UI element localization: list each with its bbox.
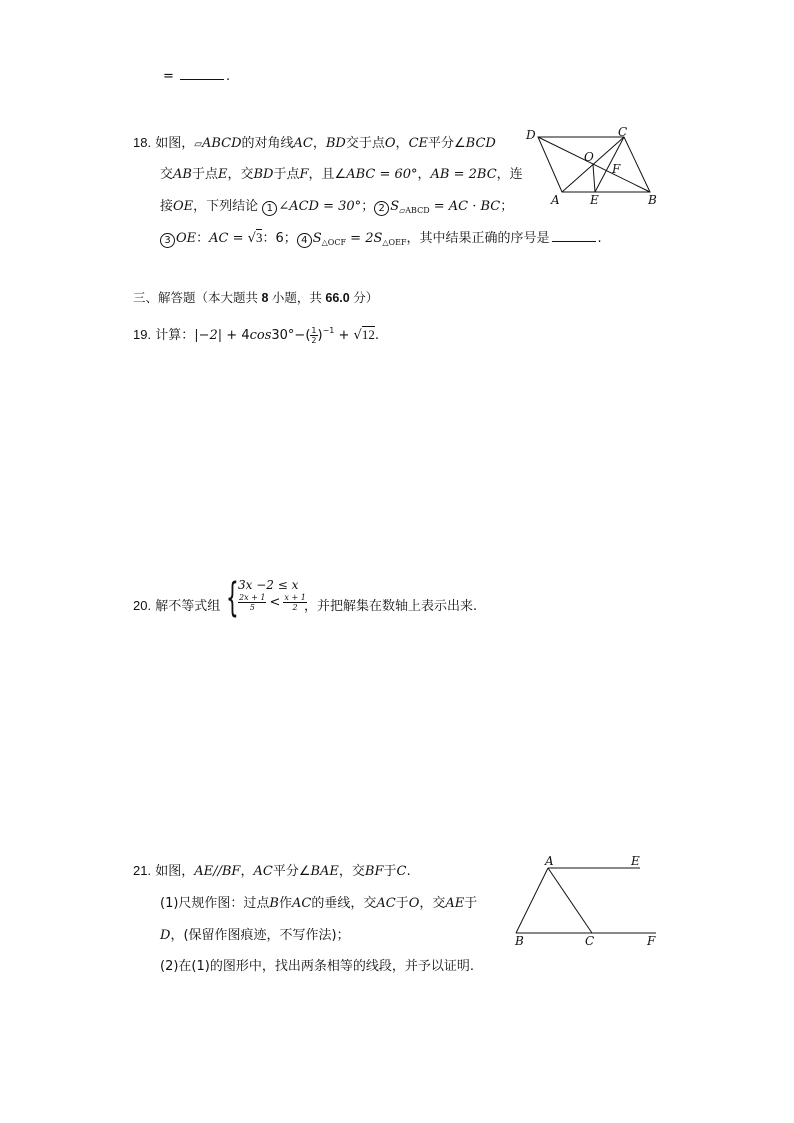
q21-ac: AC [376,896,396,911]
section-3-count: 8 [261,291,269,305]
q19-cos: cos [249,328,272,343]
q18-abcd: ABCD [201,136,242,151]
q18-line-3 [160,195,513,216]
q21-text: ， [240,864,254,879]
q20-frac2-denominator: 2 [292,603,298,612]
q19-abs: |−2| [194,328,223,343]
label-e: E [590,193,599,207]
q19-sqrt-radicand: 12 [361,327,375,342]
q18-text: ， [417,167,431,182]
q18-line-1 [133,132,496,151]
segment-ac [548,868,592,933]
q18-text: ，其中结果正确的序号是 [406,231,550,246]
q21-d: D [160,928,171,943]
segment-oe [593,165,595,193]
q18-s: S [390,199,400,214]
q18-text: 平分∠ [428,136,466,151]
section-3-heading [133,288,378,306]
sqrt-sign: √ [353,328,362,343]
circled-number-1: 1 [262,201,277,216]
label-c: C [585,934,595,948]
q20-inequality-1: 3x −2 ≤ x [238,578,299,592]
q18-ac: AC [293,136,313,151]
q19-line [133,324,379,345]
q18-o: O [384,136,396,151]
label-f: F [612,162,621,176]
label-f: F [647,934,656,948]
q21-text: 于 [395,896,409,911]
sqrt-sign: √ [247,231,256,246]
q18-text: ，且∠ [308,167,347,182]
q19-deg: 30°−( [271,328,311,343]
q21-text: 平分∠ [272,864,311,879]
q21-text: (1)尺规作图：过点 [160,896,270,911]
q19-plus: + 4 [222,328,250,343]
circled-number-3: 3 [160,233,175,248]
circled-number-2: 2 [374,201,389,216]
q18-number: 18. [133,135,152,150]
q18-angle-acd: ∠ACD = 30° [278,199,362,214]
q21-c: C [396,864,407,879]
q18-text: ， [312,136,326,151]
q18-s-eq: = 2S [346,231,383,246]
q18-ab-2bc: AB = 2BC [430,167,497,182]
q21-ae: AE [445,896,465,911]
q18-text: 如图， [155,136,195,151]
q19-label: 计算： [155,328,195,343]
q18-ab: AB [173,167,192,182]
q20-fraction-1 [238,593,266,612]
q18-text: ， [395,136,409,151]
q18-text: ：6； [262,231,297,246]
q19-exponent: −1 [322,326,335,335]
q19-fraction [310,326,317,345]
q21-o: O [408,896,420,911]
q20-inequality-2 [238,593,307,612]
q18-s: S [312,231,322,246]
q20-system [238,578,307,612]
section-3-suffix: 分） [349,291,379,305]
q18-parallelogram-figure [520,122,670,212]
q17-period: . [226,69,231,84]
q18-text: ： [196,231,210,246]
q17-equals: = [163,69,174,84]
q21-part-1-line-2 [160,924,350,943]
q21-bf: BF [364,864,384,879]
q21-text: 如图， [155,864,195,879]
label-e: E [631,854,640,868]
q21-part-1-line-1 [160,892,477,911]
q18-text: 交 [160,167,174,182]
q18-text: 的对角线 [241,136,294,151]
q18-line-4 [160,227,602,248]
q21-number: 21. [133,863,152,878]
q18-s-oef-subscript: △OEF [382,238,407,247]
parallelogram-symbol: ▱ [194,139,202,150]
q18-text: ； [361,199,375,214]
q21-period: . [406,864,411,879]
q18-s-eq: = AC · BC [429,199,501,214]
q18-angle-abc: ABC = 60° [346,167,418,182]
q20-brace: { [226,575,239,621]
q20-frac1-denominator: 5 [249,603,255,612]
q21-text: ，(保留作图痕迹，不写作法)； [170,928,350,943]
q21-figure [508,852,668,952]
q18-e: E [217,167,228,182]
q21-text: ，交 [338,864,365,879]
section-3-mid: 小题，共 [268,291,326,305]
q21-text: 于 [464,896,478,911]
q19-period: . [374,328,379,343]
q18-answer-blank[interactable] [552,230,596,242]
q18-text: 接 [160,199,174,214]
q20-label: 解不等式组 [155,599,221,614]
q18-ac-eq: AC = [209,231,248,246]
q17-answer-blank[interactable] [180,68,224,80]
q18-bd: BD [325,136,346,151]
label-c: C [618,125,628,139]
q18-ce: CE [408,136,428,151]
q20-frac2-numerator: x + 1 [284,593,306,602]
q21-ac: AC [292,896,312,911]
q18-period: . [597,231,602,246]
q19-close-paren: ) [317,328,323,343]
q20-line [133,595,220,614]
circled-number-4: 4 [297,233,312,248]
q18-f: F [299,167,309,182]
label-d: D [526,128,536,142]
q21-bae: BAE [310,864,339,879]
q18-s-ocf-subscript: △OCF [321,238,347,247]
label-b: B [515,934,524,948]
label-a: A [545,854,554,868]
q20-frac1-numerator: 2x + 1 [239,593,266,602]
q21-ae-parallel-bf: AE//BF [194,864,241,879]
label-o: O [584,150,594,164]
q18-text: ，连 [496,167,523,182]
q19-frac-denominator: 2 [311,336,317,345]
label-a: A [551,193,560,207]
q19-frac-numerator: 1 [311,326,317,335]
q18-text: ，下列结论 [193,199,259,214]
q18-text: ； [500,199,514,214]
q18-text: 于点 [273,167,300,182]
q18-line-2 [160,163,523,182]
q18-text: 交于点 [345,136,385,151]
q21-ac: AC [253,864,273,879]
q18-s-subscript: ▱ABCD [399,206,430,215]
q20-less-than: < [269,595,281,610]
q18-oe: OE [173,199,194,214]
q21-text: 的垂线，交 [311,896,377,911]
q21-text: 于 [383,864,397,879]
q19-number: 19. [133,327,152,342]
q19-plus: + [334,328,354,343]
q18-oe: OE [176,231,197,246]
q21-b: B [269,896,279,911]
q18-text: ，交 [227,167,254,182]
section-3-prefix: 三、解答题（本大题共 [133,291,262,305]
q20-instruction: ，并把解集在数轴上表示出来. [304,599,478,614]
label-b: B [648,193,657,207]
segment-ab [516,868,548,933]
q17-tail [163,68,230,84]
q18-bd: BD [253,167,274,182]
q21-text: 作 [278,896,292,911]
q18-bcd: BCD [465,136,496,151]
q18-text: 于点 [191,167,218,182]
q21-text: ，交 [419,896,446,911]
section-3-points: 66.0 [325,291,350,305]
q21-part-2: (2)在(1)的图形中，找出两条相等的线段，并予以证明. [160,959,474,974]
q21-line-1 [133,860,411,879]
q20-number: 20. [133,598,152,613]
q18-sqrt3-radicand: 3 [255,230,263,245]
